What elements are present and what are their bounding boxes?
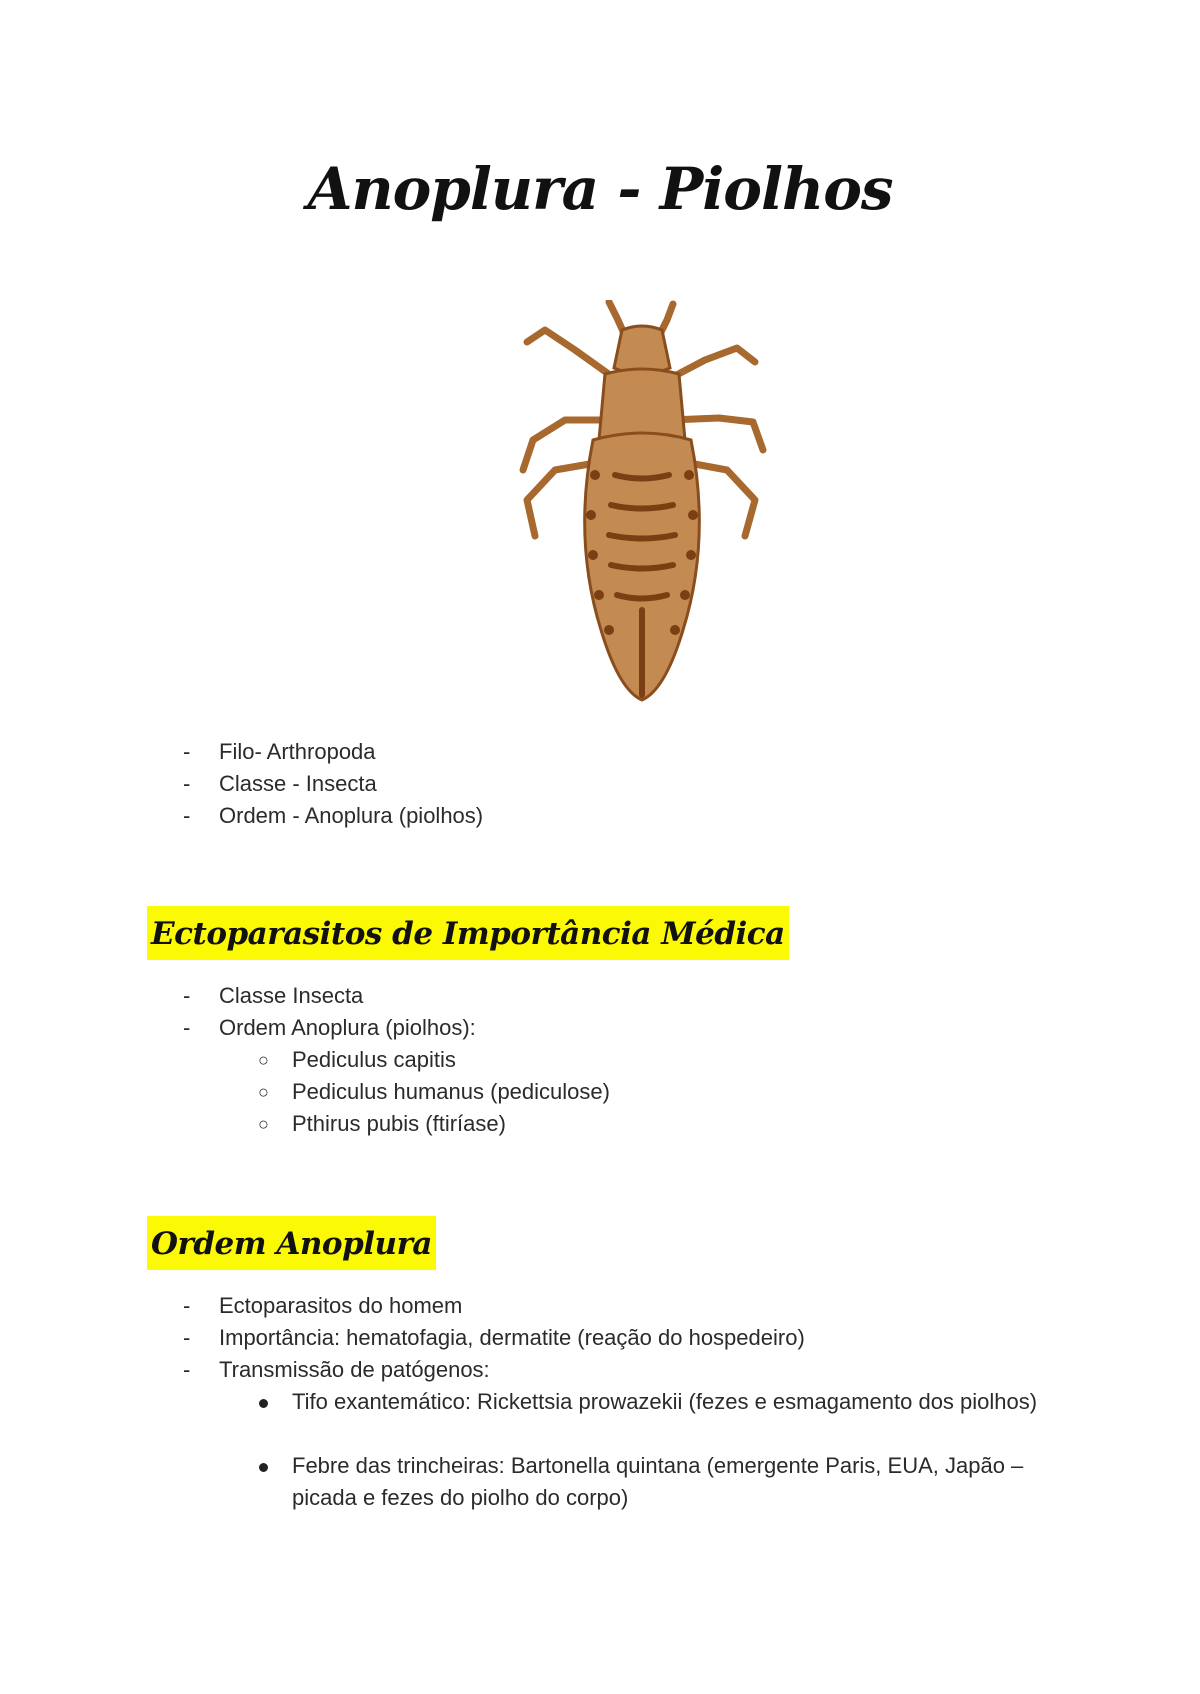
bullet-icon bbox=[259, 1463, 268, 1472]
document-page: Anoplura - Piolhos - Filo- Arthropoda - Classe - Insecta - Ordem - Anoplura (piolhos) Ectoparasitos de Importância Médica - Classe Insecta - Ordem Anoplura (piolhos): ○ Pediculus capitis ○ Pediculus humanus (pediculose) ○ Pthirus pubis (ftiríase) Ordem Anoplura - Ectoparasitos do homem - Importância: hematofagia, dermatite (reação do hospedeiro) - Transmissão de patógenos: Tifo exantemático: Rickettsia prowazekii (fezes e esmagamento dos piolhos) Febre das trincheiras: Bartonella quintana (emergente Paris, EUA, Japão – picada e fezes do piolho do corpo) bbox=[0, 0, 1200, 1694]
bullet-icon bbox=[259, 1399, 268, 1408]
section-heading-ectoparasitos: Ectoparasitos de Importância Médica bbox=[147, 906, 789, 960]
page-title: Anoplura - Piolhos bbox=[307, 155, 893, 223]
section-heading-ordem-anoplura: Ordem Anoplura bbox=[147, 1216, 436, 1270]
louse-illustration-icon bbox=[505, 300, 785, 740]
